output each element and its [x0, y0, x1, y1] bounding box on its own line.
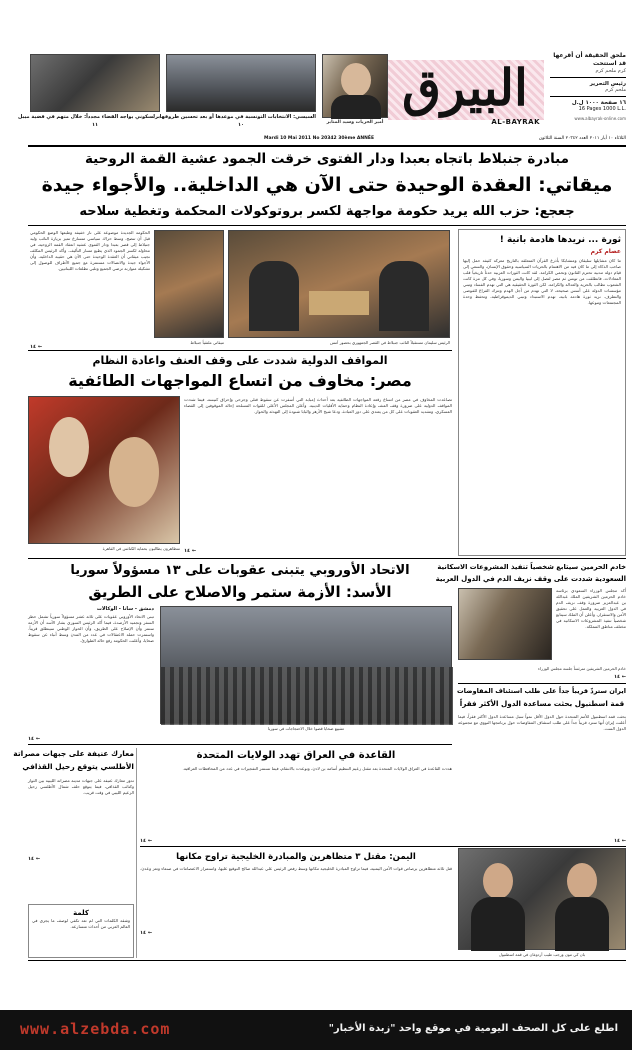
iran-page-ref: ← ١٤	[613, 838, 626, 844]
yemen-headline: اليمن: مقتل ٣ متظاهرين والمبادرة الخليجية تراوح مكانها	[176, 852, 416, 862]
iran-body: بحثت قمة اسطنبول للأمم المتحدة حول الدول الأقل نمواً سبل مساعدة الدول الأكثر فقراً، فيما أعلنت إيران أنها سترد قريباً جداً على طلب استئناف المفاوضات حول برنامجها النووي مع مجموعة الدول الست.	[458, 714, 626, 731]
saudi-kicker: خادم الحرمين سيتابع شخصياً تنفيذ المشروعات الاسكانية	[437, 563, 626, 571]
column-body: وشقة الكلمات التي لم تعد تكفي لوصف ما يجري في العالم العربي من أحداث متسارعة.	[32, 918, 130, 929]
teaser-page-1: ١٠	[237, 122, 245, 128]
libya-page-ref: ← ١٤	[28, 856, 41, 862]
logo	[388, 54, 544, 132]
portrait-caption: أمير الحريات وسيد المنابر	[326, 120, 384, 125]
founder: كرم ملحم كرم	[595, 68, 626, 74]
logo-latin: AL-BAYRAK	[491, 118, 540, 126]
masthead-info	[550, 52, 626, 142]
banner-divider	[28, 225, 626, 226]
portrait-photo	[322, 54, 388, 118]
egypt-page-ref: ← ١٤	[184, 548, 197, 554]
price-ar: ١٦ صفحة ١٠٠٠ ل.ل	[571, 100, 626, 106]
lower-divider	[28, 744, 452, 745]
iran-headline: قمة اسطنبول بحثت مساعدة الدول الأكثر فقراً	[459, 699, 625, 708]
date-line: Mardi 10 Mai 2011 No 20342 30ème ANNÉE	[264, 136, 375, 141]
logo-text: البيرق	[402, 58, 528, 117]
teaser-caption-2: برلسكوني يواجه القضاء مجدداً: خلال متهم في قضية ميبل	[18, 114, 160, 120]
egypt-headline: مصر: مخاوف من اتساع المواجهات الطائفية	[68, 371, 412, 390]
price-fr: 16 Pages 1000 L.L.	[578, 106, 626, 112]
lead-body: الحكومة الجديدة موضوعة على نار خفيفة وطبعها الوضع الحكومي قبل أن تنضج، وسط حراك سياسي متسارع تميز بزيارة النائب وليد جنبلاط إلى قصر بعبدا ودار الفتوى عشية انعقاد القمة الروحية، في محاولة لكسر الجمود الذي يطبع مسار التأليف. وأكد الرئيس المكلف نجيب ميقاتي أن العقدة الوحيدة حتى الآن هي حقيبة الداخلية، وأن الأجواء جيدة والاتصالات مستمرة مع جميع الأطراف للوصول إلى تشكيلة متوازنة ترضي الجميع وتلبي تطلعات اللبنانيين.	[30, 230, 150, 271]
iraq-body: هددت القاعدة في العراق الولايات المتحدة بعد مقتل زعيم التنظيم أسامة بن لادن، وتوعدت بالانتقام، فيما تستمر التفجيرات في عدد من المحافظات العراقية.	[182, 766, 452, 771]
syria-photo	[160, 606, 452, 724]
editorial-body: ما كان مشايلها سليقان ومتشابكا بأذرع القرآن المتعلقة بالتاريخ معركة كثيفة حمل إليها صاحب الذكاء إلى ما كان فيه من الاهتمام بالحريات السياسية وحقوق الإنسان، والسعي إلى قيام دولة مدنية تحترم القانون وتحمي الكرامة. لقد كانت الثورات العربية حدثاً تاريخياً قلب المعادلات، فانطلقت من تونس ثم مصر لتصل إلى ليبيا واليمن وسوريا، وفي كل مرة كانت الشعوب تطالب بالحرية والعدالة والكرامة. لكن الثورة الحقيقية هي التي تهدم الفساد وتبني مؤسسات الدولة على أسس صحيحة، لا التي تهدم من أجل الهدم وتترك الفراغ للفوضى والتطرف. نريد ثورة هادمة بانية، تهدم الاستبداد وتبني الديموقراطية، وتحفظ وحدة المجتمعات وتنوعها.	[463, 258, 621, 305]
syria-kicker: الاتحاد الأوروبي يتبنى عقوبات على ١٣ مسؤولاً سوريا	[70, 563, 410, 578]
libya-sub: الأطلسي يتوقع رحيل القذافي	[22, 762, 134, 771]
iran-caption: بان كي مون ورجب طيب أردوغان في قمة اسطنبول	[498, 952, 586, 957]
iraq-headline: القاعدة في العراق تهدد الولايات المتحدة	[196, 750, 396, 761]
lead-photo-1	[228, 230, 450, 338]
saudi-photo	[458, 588, 552, 660]
iraq-page-ref: ← ١٤	[140, 838, 153, 844]
libya-separator	[136, 748, 137, 958]
syria-page-ref: ← ١٤	[28, 736, 41, 742]
iran-photo	[458, 848, 626, 950]
lead-photo-2	[154, 230, 224, 338]
libya-body: تدور معارك عنيفة على جبهات مدينة مصراتة الليبية بين الثوار وكتائب القذافي، فيما يتوقع حلف شمال الأطلسي رحيل الزعيم الليبي في وقت قريب.	[28, 778, 134, 795]
syria-caption: تشييع ضحايا قضوا خلال الاحتجاجات في سوريا	[268, 726, 344, 731]
iran-kicker: ايران ستردّ قريباً جداً على طلب استئناف المفاوضات	[457, 687, 626, 695]
lead-caption-right: الرئيس سليمان مستقبلاً النائب جنبلاط في القصر الجمهوري بحضور أمس	[329, 340, 450, 345]
egypt-body: تصاعدت المخاوف في مصر من اتساع رقعة المواجهات الطائفية بعد أحداث إمبابة التي أسفرت عن سقوط قتلى وجرحى وإحراق كنيسة، فيما شددت المواقف الدولية على ضرورة وقف العنف وإعادة النظام وحماية الأقليات الدينية. وأعلن المجلس الأعلى للقوات المسلحة إحالة الموقوفين إلى القضاء العسكري، وتشديد العقوبات على كل من يعتدي على دور العبادة، ودعا شيخ الأزهر والبابا شنودة إلى التهدئة والحوار.	[184, 397, 452, 414]
footer-banner	[0, 1010, 632, 1050]
syria-headline: الأسد: الأزمة ستمر والاصلاح على الطريق	[88, 583, 392, 601]
footer-slogan: اطلع على كل الصحف اليومية في موقع واحد "زبدة الأخبار"	[328, 1023, 618, 1034]
egypt-photo	[28, 396, 180, 544]
banner-main: ميقاتي: العقدة الوحيدة حتى الآن هي الداخلية.. والأجواء جيدة	[41, 174, 613, 196]
yemen-body: قتل ثلاثة متظاهرين برصاص قوات الأمن اليمنية، فيما تراوح المبادرة الخليجية مكانها وسط رفض الرئيس علي عبدالله صالح التوقيع عليها، واستمرار الاعتصامات في صنعاء وتعز وعدن.	[140, 866, 452, 871]
egypt-kicker: المواقف الدولية شددت على وقف العنف واعادة النظام	[92, 354, 388, 367]
teaser-caption-1: السيسي: الانتخابات التونسية في موعدها أو بعد تحسين ظروفها	[159, 114, 316, 120]
lead-page-ref: ← ١٤	[30, 344, 43, 350]
editorial-author: عصام كرم	[590, 248, 621, 255]
editor-name: ملحم كرم	[605, 87, 626, 93]
libya-headline: معارك عنيفة على جبهات مصراتة	[13, 749, 134, 758]
masthead-divider	[28, 145, 626, 147]
lead-caption-left: ميقاتي ملتقياً جنبلاط	[190, 340, 224, 345]
mid-divider	[28, 558, 626, 559]
syria-dateline: دمشق - سانا - الوكالات	[96, 606, 154, 612]
syria-body: تبنى الاتحاد الأوروبي عقوبات على ثلاثة عشر مسؤولاً سورياً تشمل حظر السفر وتجميد الأرصدة، فيما أكد الرئيس السوري بشار الأسد أن الأزمة ستمر وأن الإصلاح على الطريق، وأن الحوار الوطني سينطلق قريباً. واستمرت حملة الاعتقالات في عدد من المدن وسط أنباء عن سقوط ضحايا، وأعلنت الحكومة رفع حالة الطوارئ.	[28, 614, 154, 643]
iran-top-divider	[458, 683, 626, 684]
teaser-photo-1	[166, 54, 316, 112]
teaser-photo-2	[30, 54, 160, 112]
banner-sub: جعجع: حزب الله يريد حكومة مواجهة لكسر بروتوكولات المحكمة وتغطية سلاحه	[79, 204, 575, 219]
masthead	[0, 52, 632, 144]
page-bottom-divider	[28, 960, 626, 961]
arabic-date: الثلاثاء ١٠ أيار ٢٠١١ العدد ٢٠٣٤٢ السنة الثلاثون	[538, 136, 626, 141]
yemen-divider	[140, 846, 626, 847]
editorial-title: ثورة ... نريدها هادمة بانية !	[499, 235, 621, 245]
yemen-page-ref: ← ١٤	[140, 930, 153, 936]
saudi-caption: خادم الحرمين الشريفين مترئساً جلسة مجلس الوزراء	[538, 666, 626, 671]
lead-divider	[28, 350, 452, 351]
column-title: كلمة	[73, 909, 89, 917]
saudi-headline: السعودية شددت على وقف نزيف الدم في الدول العربية	[435, 575, 626, 583]
banner-kicker: مبادرة جنبلاط باتجاه بعبدا ودار الفتوى خرقت الجمود عشية القمة الروحية	[84, 151, 570, 167]
website: www.albayrak-online.com	[574, 116, 626, 121]
saudi-body: أكد مجلس الوزراء السعودي برئاسة خادم الحرمين الشريفين الملك عبدالله بن عبدالعزيز ضرورة وقف نزيف الدم في الدول العربية والعمل على تحقيق الأمن والاستقرار، وأعلن أن الملك سيتابع شخصياً تنفيذ المشروعات الاسكانية في مختلف مناطق المملكة.	[556, 588, 626, 629]
editor-label: رئيس التحرير	[589, 81, 626, 87]
teaser-page-2: ١١	[91, 122, 99, 128]
saudi-page-ref: ← ١٤	[613, 674, 626, 680]
column-box	[28, 904, 134, 958]
editorial-box	[458, 229, 626, 556]
tagline: ملحق الحقيقة أن أقرعها قد استتحت	[553, 52, 626, 67]
footer-url[interactable]: www.alzebda.com	[20, 1020, 171, 1038]
egypt-caption: متظاهرون يطالبون بحماية الكنائس في القاهرة	[102, 546, 180, 551]
